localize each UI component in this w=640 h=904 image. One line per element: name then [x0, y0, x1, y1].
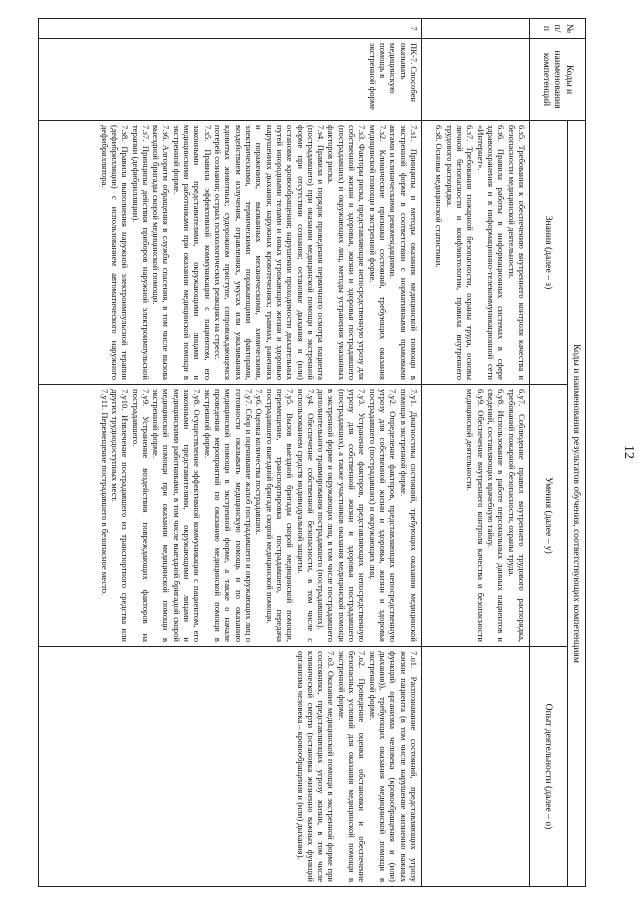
cell-code — [422, 39, 530, 121]
paragraph: 7.з5. Правила эффективной коммуникации с пациентом, его законными представителями, окружающими лицами и медицинскими работниками при оказании медицинской помощи в экстренной форме. — [171, 125, 213, 380]
paragraph: 6.з5. Требования к обеспечению внутреннего контроля качества и безопасности медицинской деятельности. — [506, 125, 527, 380]
paragraph: 6.у7. Соблюдение правил внутреннего трудового распорядка, требований пожарной безопасности, охраны труда. — [506, 389, 527, 642]
cell-knowledge — [422, 121, 530, 385]
cell-experience — [39, 647, 422, 887]
table-row-continuation — [422, 19, 530, 887]
paragraph: 7.з1. Принципы и методы оказания медицинской помощи в экстренной форме в соответствии с нормативными правовыми актами и клиническими рекомендациями. — [388, 125, 419, 380]
paragraph: 7.у11. Перемещение пострадавшего в безопасное место. — [99, 389, 110, 596]
paragraph: 6.у8. Использование в работе персональных данных пациентов и сведений, составляющих врачебную тайну. — [486, 389, 507, 642]
cell-skills — [422, 385, 530, 647]
paragraph: 7.з2. Клинические признаки состояний, требующих оказания медицинской помощи в экстренной форме. — [367, 125, 389, 380]
paragraph: 7.з8. Правила выполнения наружной электроимпульсной терапии (дефибрилляции) с использованием автоматического наружного дефибриллятора. — [99, 125, 131, 380]
paragraph: 7.о1. Распознавание состояний, представляющих угрозу жизни пациента (в том числе нарушение жизненно важных функций организма человека (кровообращения и (или) дыхания)), требующих оказания медицинской помощи в экстренной форме. — [367, 651, 419, 883]
header-skills: Умения (далее – у) — [530, 385, 568, 647]
paragraph: 7.о2. Проведение оценки обстановки и обеспечение безопасных условий для оказания медицинской помощи в экстренной форме. — [336, 651, 368, 883]
cell-experience — [422, 647, 530, 887]
paragraph: 7.у9. Устранение воздействия повреждающих факторов на пострадавшего. — [130, 389, 151, 642]
cell-num — [422, 19, 530, 39]
page-number: 12 — [621, 445, 636, 459]
header-code: Коды и наименования компетенций — [530, 39, 586, 121]
header-row-2 — [530, 19, 568, 887]
paragraph: 7.з4. Правила и порядок проведения первичного осмотра пациента (пострадавшего) при оказании медицинской помощи в экстренной форме при отсутствии сознания; остановке дыхания и (или) остановке кровообращения; нарушении проходимости дыхательных путей инородными телами и иных угрожающих жизни и здоровью нарушениях дыхания; наружных кровотечениях; травмах, ранениях и поражениях, вызванных механическими, химическими, электрическими, термическими поражающими факторами, воздействием излучения, отравлениях, укусах или ужаливаниях ядовитых животных; судорожном приступе, сопровождающемся потерей сознания; острых психологических реакциях на стресс. — [213, 125, 327, 380]
paragraph: 7.у1. Диагностика состояний, требующих оказания медицинской помощи в экстренной форме. — [398, 389, 419, 642]
cell-code: ПК-7. Способен оказывать медицинскую помощь в экстренной форме — [39, 39, 422, 121]
paragraph: 6.з6. Правила работы в информационных системах в сфере здравоохранения и в информационно-телекоммуникационной сети «Интернет». — [475, 125, 507, 380]
paragraph: 7.у3. Устранение факторов, представляющих непосредственную угрозу для собственной жизни и здоровья пострадавшего (пострадавших), а также участников оказания медицинской помощи в экстренной форме и окружающих лиц, в том числе пострадавшего дополнительного травмирования пострадавшего (пострадавших). — [316, 389, 368, 642]
paragraph: 7.у4. Обеспечение собственной безопасности, в том числе с использованием средств индивидуальной защиты. — [295, 389, 316, 642]
header-row-1 — [568, 19, 586, 887]
paragraph: 7.у5. Вызов выездной бригады скорой медицинской помощи, перемещение, транспортировка пострадавшего, передача пострадавшего выездной бригаде скорой медицинской помощи. — [264, 389, 296, 642]
paragraph: 6.у9. Обеспечение внутреннего контроля качества и безопасности медицинской деятельности. — [465, 389, 486, 642]
paragraph: 7.з6. Алгоритм обращения в службы спасения, в том числе вызова выездной бригады скорой медицинской помощи. — [151, 125, 172, 380]
paragraph: 7.з3. Факторы риска, представляющие непосредственную угрозу для собственной жизни и здоровья, жизни и здоровья пострадавшего (пострадавших) и окружающих лиц, методы устранения указанных факторов риска. — [326, 125, 368, 380]
cell-num: 7 — [39, 19, 422, 39]
paragraph: 7.з7. Принципы действия приборов наружной электроимпульсной терапии (дефибрилляции). — [130, 125, 151, 380]
cell-skills — [39, 385, 422, 647]
header-num: № п/п — [530, 19, 586, 39]
header-knowledge: Знания (далее – з) — [530, 121, 568, 385]
paragraph: 7.о3. Оказание медицинской помощи в экстренной форме при состояниях, представляющих угрозу жизни, в том числе клинической смерти (остановка жизненно важных функций организма человека – кровообращения и (или) дыхания). — [295, 651, 337, 883]
header-experience: Опыт деятельности (далее – о) — [530, 647, 568, 887]
paragraph: 7.у8. Осуществление эффективной коммуникации с пациентом, его законными представителями, окружающими лицами и медицинскими работниками, в том числе выездной бригадой скорой медицинской помощи при оказании медицинской помощи в экстренной форме. — [151, 389, 203, 642]
table-row-main — [39, 19, 422, 887]
cell-knowledge — [39, 121, 422, 385]
header-group: Коды и наименования результатов обучения, соответствующих компетенциям — [568, 121, 586, 887]
paragraph: 7.у10. Извлечение пострадавшего из транспортного средства или других труднодоступных мест. — [109, 389, 131, 642]
paragraph: 7.у6. Оценка количества пострадавших. — [254, 389, 265, 536]
paragraph: 6.з7. Требования пожарной безопасности, охраны труда, основы личной безопасности и конфликтологии, правила внутреннего трудового распорядка. — [444, 125, 476, 380]
paragraph: 6.з8. Основы медицинской статистики. — [434, 125, 445, 268]
paragraph: 7.у2. Определение факторов, представляющих непосредственную угрозу для собственной жизни и здоровья, жизни и здоровья пострадавшего (пострадавших) и окружающих лиц. — [367, 389, 399, 642]
paragraph: 7.у7. Сбор и оценивание жалоб пострадавшего и окружающих лиц о готовности оказывать медицинскую помощь и по оказанию медицинской помощи в экстренной форме, а также о начале проведения мероприятий по оказанию медицинской помощи в экстренной форме. — [202, 389, 254, 642]
competency-table-sheet — [38, 18, 586, 886]
competency-table — [38, 18, 586, 887]
